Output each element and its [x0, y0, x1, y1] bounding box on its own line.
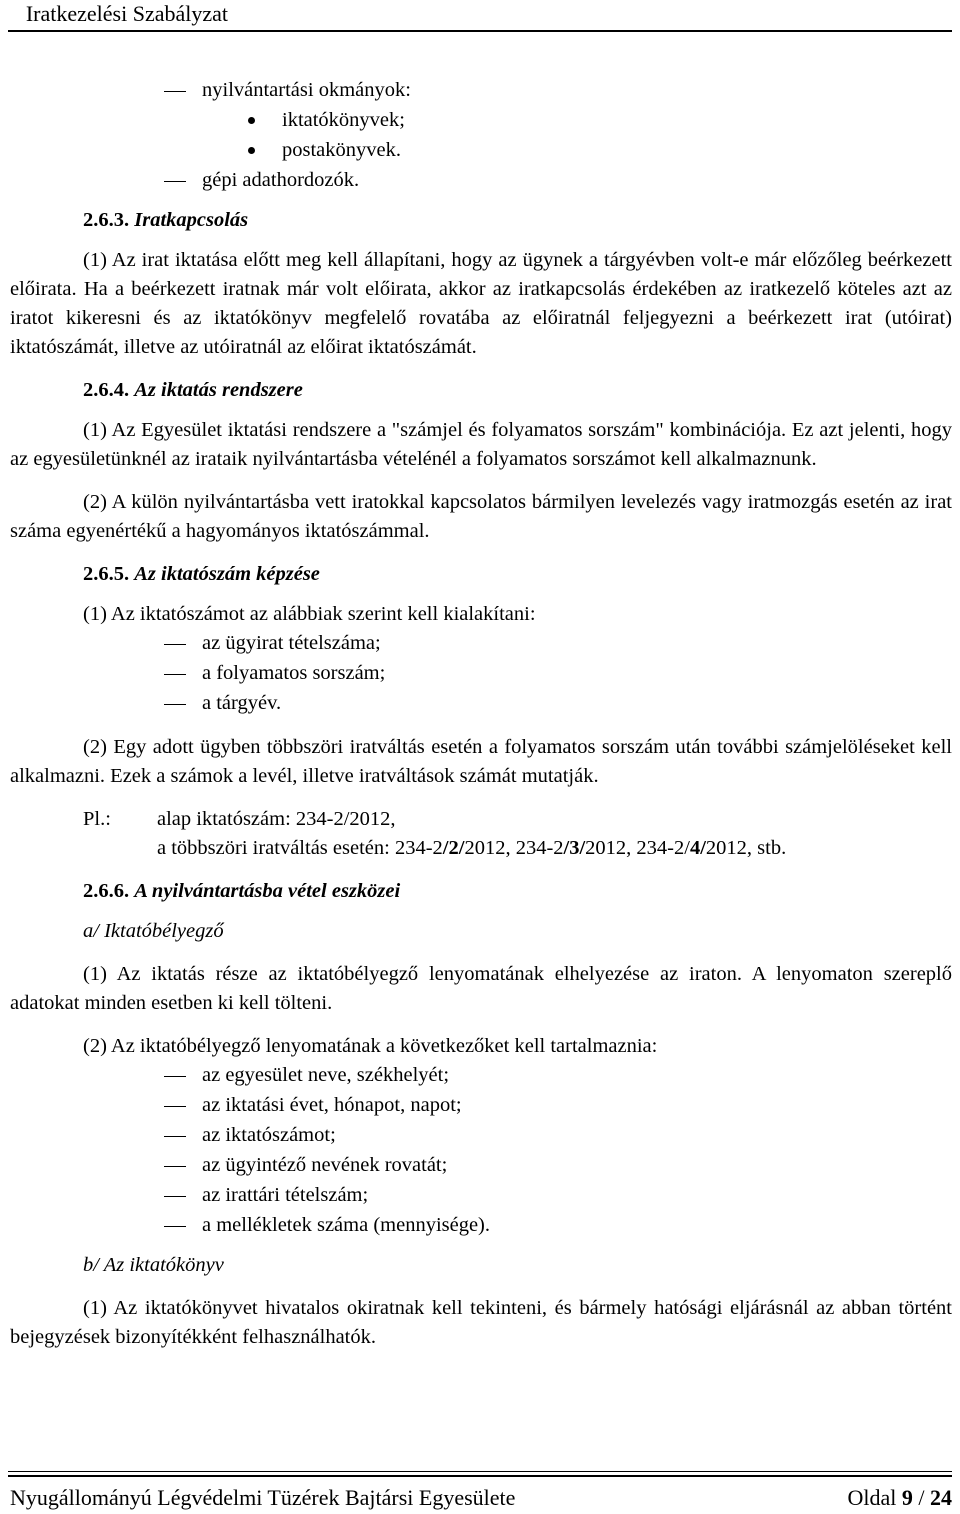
- section-number: 2.6.6.: [83, 880, 130, 902]
- list-item: az ügyirat tételszáma;: [10, 629, 952, 659]
- section-title: Az iktatás rendszere: [134, 379, 303, 401]
- page-content: [10, 76, 952, 1352]
- section-title: A nyilvántartásba vétel eszközei: [134, 880, 401, 902]
- list-item: az iktatószámot;: [10, 1121, 952, 1151]
- section-heading-263: [10, 206, 952, 236]
- paragraph: (1) Az iktatószámot az alábbiak szerint kell kialakítani:: [83, 603, 536, 625]
- list-item: az egyesület neve, székhelyét;: [10, 1061, 952, 1091]
- footer-divider: [8, 1471, 952, 1472]
- list-item: az irattári tételszám;: [10, 1181, 952, 1211]
- example-label: Pl.:: [83, 808, 111, 830]
- section-number: 2.6.4.: [83, 379, 130, 401]
- example-line-2: a többszöri iratváltás esetén: 234-2/2/2012, 234-2/3/2012, 234-2/4/2012, stb.: [157, 837, 787, 859]
- section-title: Iratkapcsolás: [134, 209, 249, 231]
- section-title: Az iktatószám képzése: [134, 563, 320, 585]
- example-row: [10, 834, 952, 863]
- page-header: [8, 0, 952, 32]
- example-line-1: alap iktatószám: 234-2/2012,: [157, 808, 396, 830]
- paragraph: (2) Az iktatóbélyegző lenyomatának a következőket kell tartalmaznia:: [83, 1035, 658, 1057]
- subheading-a: a/ Iktatóbélyegző: [83, 920, 224, 942]
- section-number: 2.6.3.: [83, 209, 130, 231]
- list-item: az iktatási évet, hónapot, napot;: [10, 1091, 952, 1121]
- section-heading-264: [10, 376, 952, 406]
- list-item: postakönyvek.: [10, 136, 952, 166]
- section-number: 2.6.5.: [83, 563, 130, 585]
- paragraph: (1) Az iktatókönyvet hivatalos okiratnak kell tekinteni, és bármely hatósági eljárásnál az abban történt bejegyzések bizonyítékként felhasználhatók.: [10, 1297, 952, 1348]
- page-number: Oldal 9 / 24: [847, 1485, 952, 1510]
- list-item: az ügyintéző nevének rovatát;: [10, 1151, 952, 1181]
- list-item: a folyamatos sorszám;: [10, 659, 952, 689]
- list-item: gépi adathordozók.: [10, 166, 952, 196]
- list-item: nyilvántartási okmányok:: [10, 76, 952, 106]
- footer-divider: [8, 1475, 952, 1477]
- subheading-b: b/ Az iktatókönyv: [83, 1254, 224, 1276]
- list-item: iktatókönyvek;: [10, 106, 952, 136]
- paragraph: (2) A külön nyilvántartásba vett iratokkal kapcsolatos bármilyen levelezés vagy iratmozgás esetén az irat száma egyenértékű a hagyományos iktatószámmal.: [10, 491, 952, 542]
- list-item: a tárgyév.: [10, 689, 952, 719]
- list-item: a mellékletek száma (mennyisége).: [10, 1211, 952, 1241]
- paragraph: (1) Az Egyesület iktatási rendszere a "számjel és folyamatos sorszám" kombinációja. Ez azt jelenti, hogy az egyesületünknél az irataik nyilvántartásba vételénél a folyamatos sorszámot kell alkalmaznunk.: [10, 419, 952, 470]
- header-title: Iratkezelési Szabályzat: [25, 1, 228, 26]
- section-heading-265: [10, 560, 952, 590]
- example-row: [10, 805, 952, 834]
- footer-organization: Nyugállományú Légvédelmi Tüzérek Bajtársi Egyesülete: [10, 1485, 516, 1510]
- section-heading-266: [10, 877, 952, 907]
- paragraph: (2) Egy adott ügyben többszöri iratváltás esetén a folyamatos sorszám után további számjelöléseket kell alkalmazni. Ezek a számok a levél, illetve iratváltások számát mutatják.: [10, 736, 952, 787]
- paragraph: (1) Az irat iktatása előtt meg kell állapítani, hogy az ügynek a tárgyévben volt-e már előzőleg beérkezett előirata. Ha a beérkezett iratnak már volt előirata, akkor az iratkapcsolás érdekében az iratkezelő köteles azt az iratot kikeresni és az iktatókönyv megfelelő rovatába az előiratnál feljegyezni a beérkezett irat (utóirat) iktatószámát, illetve az utóiratnál az előirat iktatószámát.: [10, 249, 952, 358]
- paragraph: (1) Az iktatás része az iktatóbélyegző lenyomatának elhelyezése az iraton. A lenyomaton szereplő adatokat minden esetben ki kell tölteni.: [10, 963, 952, 1014]
